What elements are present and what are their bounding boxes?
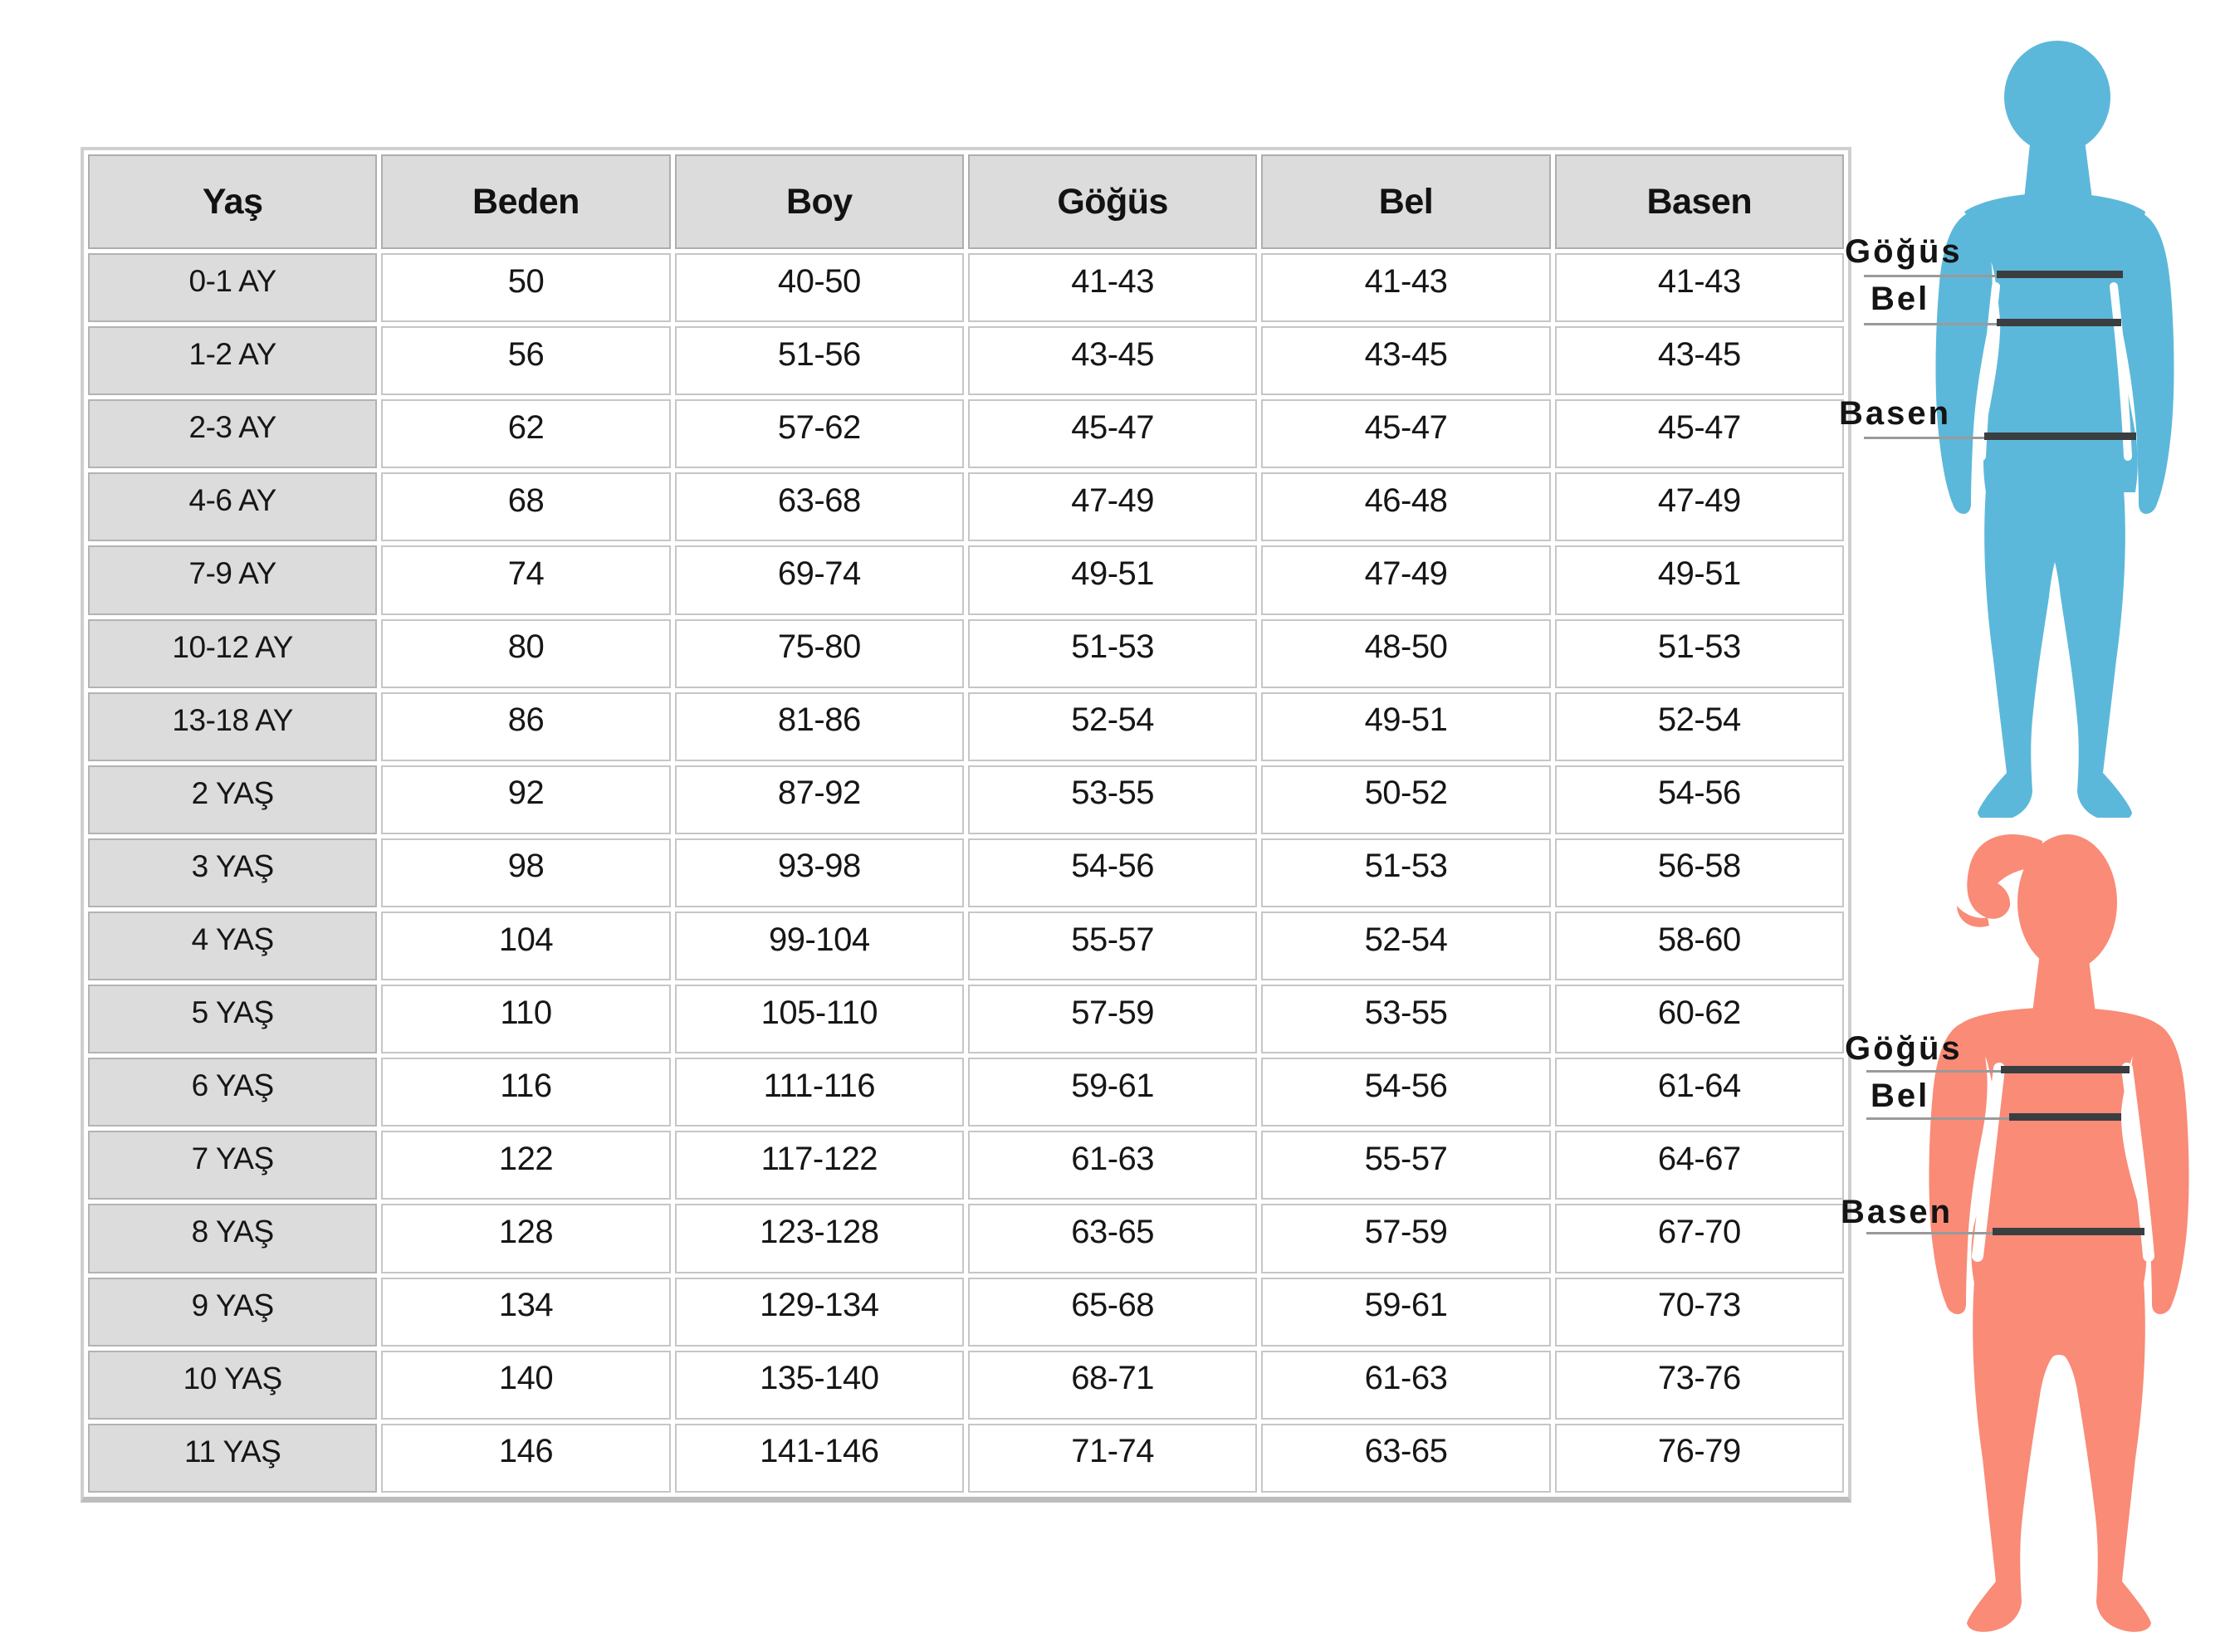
column-header-yas: Yaş <box>88 154 377 249</box>
boy-hip-leader-line <box>1864 437 1984 439</box>
boy-chest-label: Göğüs <box>1845 233 1963 270</box>
value-cell: 61-64 <box>1555 1058 1844 1127</box>
value-cell: 111-116 <box>675 1058 964 1127</box>
age-cell: 7-9 AY <box>88 545 377 614</box>
value-cell: 92 <box>381 765 670 834</box>
value-cell: 47-49 <box>1555 472 1844 541</box>
age-cell: 8 YAŞ <box>88 1204 377 1273</box>
value-cell: 48-50 <box>1261 619 1550 688</box>
girl-waist-label: Bel <box>1871 1078 1930 1114</box>
value-cell: 45-47 <box>1555 399 1844 468</box>
value-cell: 146 <box>381 1424 670 1493</box>
age-cell: 9 YAŞ <box>88 1278 377 1347</box>
boy-hip-label: Basen <box>1839 395 1952 432</box>
value-cell: 93-98 <box>675 838 964 907</box>
value-cell: 47-49 <box>968 472 1257 541</box>
value-cell: 76-79 <box>1555 1424 1844 1493</box>
age-cell: 0-1 AY <box>88 253 377 322</box>
value-cell: 51-53 <box>1261 838 1550 907</box>
value-cell: 80 <box>381 619 670 688</box>
age-cell: 10-12 AY <box>88 619 377 688</box>
table-row <box>88 1278 1844 1347</box>
value-cell: 116 <box>381 1058 670 1127</box>
value-cell: 135-140 <box>675 1351 964 1420</box>
age-cell: 2 YAŞ <box>88 765 377 834</box>
girl-hip-measure-line <box>1993 1228 2144 1235</box>
value-cell: 99-104 <box>675 912 964 980</box>
table-row <box>88 619 1844 688</box>
girl-chest-leader-line <box>1866 1070 2001 1073</box>
girl-hip-label: Basen <box>1841 1194 1954 1230</box>
value-cell: 56 <box>381 326 670 395</box>
value-cell: 63-68 <box>675 472 964 541</box>
value-cell: 70-73 <box>1555 1278 1844 1347</box>
value-cell: 45-47 <box>1261 399 1550 468</box>
value-cell: 69-74 <box>675 545 964 614</box>
value-cell: 128 <box>381 1204 670 1273</box>
size-table-wrap <box>81 147 1851 1503</box>
value-cell: 65-68 <box>968 1278 1257 1347</box>
value-cell: 74 <box>381 545 670 614</box>
value-cell: 59-61 <box>968 1058 1257 1127</box>
age-cell: 5 YAŞ <box>88 985 377 1053</box>
column-header-boy: Boy <box>675 154 964 249</box>
value-cell: 57-59 <box>968 985 1257 1053</box>
column-header-gogus: Göğüs <box>968 154 1257 249</box>
value-cell: 46-48 <box>1261 472 1550 541</box>
value-cell: 73-76 <box>1555 1351 1844 1420</box>
girl-silhouette <box>1910 826 2208 1652</box>
value-cell: 50 <box>381 253 670 322</box>
girl-chest-label: Göğüs <box>1845 1030 1963 1067</box>
value-cell: 52-54 <box>1261 912 1550 980</box>
value-cell: 55-57 <box>968 912 1257 980</box>
table-row <box>88 692 1844 761</box>
value-cell: 61-63 <box>968 1131 1257 1200</box>
value-cell: 53-55 <box>968 765 1257 834</box>
value-cell: 54-56 <box>1261 1058 1550 1127</box>
age-cell: 3 YAŞ <box>88 838 377 907</box>
header-row <box>88 154 1844 249</box>
boy-chest-measure-line <box>1997 271 2123 278</box>
value-cell: 43-45 <box>968 326 1257 395</box>
value-cell: 71-74 <box>968 1424 1257 1493</box>
girl-neck <box>2032 946 2096 1013</box>
value-cell: 47-49 <box>1261 545 1550 614</box>
value-cell: 68 <box>381 472 670 541</box>
boy-waist-measure-line <box>1997 319 2121 326</box>
boy-waist-label: Bel <box>1871 281 1930 317</box>
value-cell: 141-146 <box>675 1424 964 1493</box>
value-cell: 117-122 <box>675 1131 964 1200</box>
table-row <box>88 399 1844 468</box>
value-cell: 43-45 <box>1555 326 1844 395</box>
age-cell: 1-2 AY <box>88 326 377 395</box>
girl-waist-leader-line <box>1866 1117 2009 1120</box>
value-cell: 41-43 <box>1261 253 1550 322</box>
value-cell: 105-110 <box>675 985 964 1053</box>
value-cell: 60-62 <box>1555 985 1844 1053</box>
value-cell: 41-43 <box>1555 253 1844 322</box>
boy-legs <box>1978 490 2132 818</box>
value-cell: 49-51 <box>1555 545 1844 614</box>
value-cell: 110 <box>381 985 670 1053</box>
age-cell: 7 YAŞ <box>88 1131 377 1200</box>
value-cell: 140 <box>381 1351 670 1420</box>
value-cell: 86 <box>381 692 670 761</box>
value-cell: 104 <box>381 912 670 980</box>
age-cell: 13-18 AY <box>88 692 377 761</box>
girl-hip-leader-line <box>1866 1232 1993 1234</box>
value-cell: 54-56 <box>1555 765 1844 834</box>
value-cell: 61-63 <box>1261 1351 1550 1420</box>
value-cell: 81-86 <box>675 692 964 761</box>
value-cell: 53-55 <box>1261 985 1550 1053</box>
girl-chest-measure-line <box>2001 1066 2130 1073</box>
size-table <box>81 147 1851 1503</box>
age-cell: 10 YAŞ <box>88 1351 377 1420</box>
value-cell: 59-61 <box>1261 1278 1550 1347</box>
table-row <box>88 1204 1844 1273</box>
boy-hip-measure-line <box>1984 433 2136 440</box>
size-table-body <box>88 253 1844 1493</box>
value-cell: 55-57 <box>1261 1131 1550 1200</box>
girl-legs <box>1967 1281 2151 1632</box>
table-row <box>88 1424 1844 1493</box>
table-row <box>88 912 1844 980</box>
column-header-bel: Bel <box>1261 154 1550 249</box>
value-cell: 41-43 <box>968 253 1257 322</box>
value-cell: 67-70 <box>1555 1204 1844 1273</box>
table-row <box>88 765 1844 834</box>
value-cell: 51-56 <box>675 326 964 395</box>
column-header-basen: Basen <box>1555 154 1844 249</box>
age-cell: 4-6 AY <box>88 472 377 541</box>
value-cell: 51-53 <box>968 619 1257 688</box>
age-cell: 2-3 AY <box>88 399 377 468</box>
column-header-beden: Beden <box>381 154 670 249</box>
value-cell: 49-51 <box>968 545 1257 614</box>
table-row <box>88 985 1844 1053</box>
value-cell: 43-45 <box>1261 326 1550 395</box>
value-cell: 122 <box>381 1131 670 1200</box>
table-row <box>88 1131 1844 1200</box>
table-row <box>88 326 1844 395</box>
value-cell: 54-56 <box>968 838 1257 907</box>
table-row <box>88 1058 1844 1127</box>
value-cell: 64-67 <box>1555 1131 1844 1200</box>
value-cell: 129-134 <box>675 1278 964 1347</box>
value-cell: 123-128 <box>675 1204 964 1273</box>
value-cell: 40-50 <box>675 253 964 322</box>
value-cell: 63-65 <box>968 1204 1257 1273</box>
age-cell: 4 YAŞ <box>88 912 377 980</box>
value-cell: 62 <box>381 399 670 468</box>
value-cell: 57-59 <box>1261 1204 1550 1273</box>
size-table-header <box>88 154 1844 249</box>
value-cell: 56-58 <box>1555 838 1844 907</box>
value-cell: 134 <box>381 1278 670 1347</box>
boy-neck <box>2024 120 2092 199</box>
table-row <box>88 838 1844 907</box>
age-cell: 6 YAŞ <box>88 1058 377 1127</box>
value-cell: 52-54 <box>968 692 1257 761</box>
value-cell: 68-71 <box>968 1351 1257 1420</box>
value-cell: 58-60 <box>1555 912 1844 980</box>
age-cell: 11 YAŞ <box>88 1424 377 1493</box>
girl-waist-measure-line <box>2009 1113 2121 1121</box>
value-cell: 52-54 <box>1555 692 1844 761</box>
value-cell: 45-47 <box>968 399 1257 468</box>
value-cell: 75-80 <box>675 619 964 688</box>
table-row <box>88 1351 1844 1420</box>
table-row <box>88 545 1844 614</box>
value-cell: 51-53 <box>1555 619 1844 688</box>
value-cell: 57-62 <box>675 399 964 468</box>
boy-chest-leader-line <box>1864 275 1997 277</box>
value-cell: 50-52 <box>1261 765 1550 834</box>
value-cell: 87-92 <box>675 765 964 834</box>
value-cell: 63-65 <box>1261 1424 1550 1493</box>
table-row <box>88 253 1844 322</box>
boy-silhouette <box>1918 37 2192 818</box>
table-row <box>88 472 1844 541</box>
value-cell: 49-51 <box>1261 692 1550 761</box>
value-cell: 98 <box>381 838 670 907</box>
boy-waist-leader-line <box>1864 323 1997 325</box>
